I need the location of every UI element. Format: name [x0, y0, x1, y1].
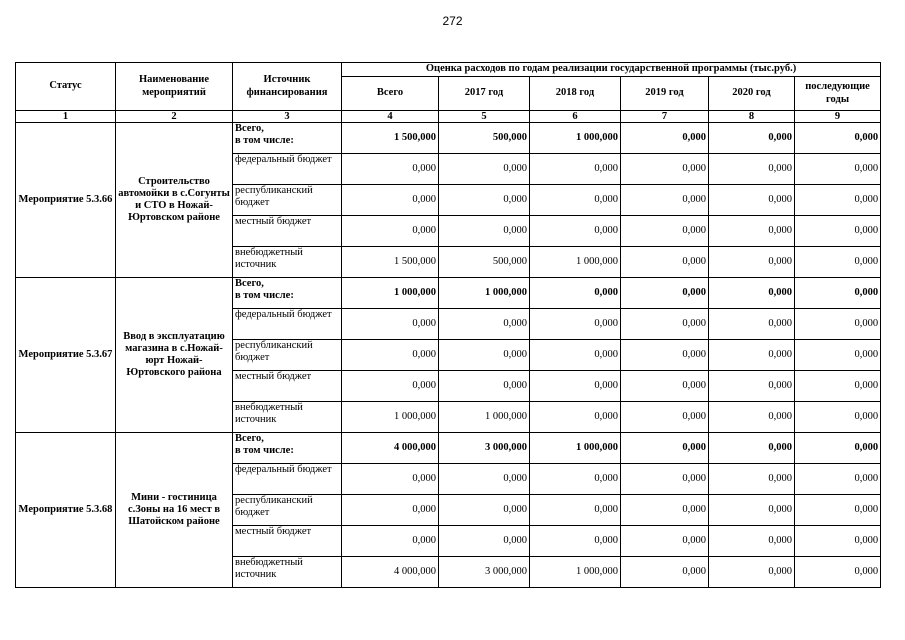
- funding-source: внебюджетный источник: [233, 402, 342, 433]
- amount-year: 0,000: [621, 154, 709, 185]
- amount-year: 0,000: [621, 278, 709, 309]
- amount-year: 0,000: [621, 464, 709, 495]
- amount-year: 0,000: [795, 247, 881, 278]
- amount-year: 0,000: [795, 154, 881, 185]
- header-total: Всего: [342, 77, 439, 111]
- amount-year: 0,000: [530, 185, 621, 216]
- header-year: 2017 год: [439, 77, 530, 111]
- amount-year: 0,000: [709, 340, 795, 371]
- amount-year: 0,000: [621, 433, 709, 464]
- header-estimate: Оценка расходов по годам реализации государственной программы (тыс.руб.): [342, 63, 881, 77]
- table-row: [16, 433, 881, 464]
- amount-year: 0,000: [621, 309, 709, 340]
- funding-source: республиканский бюджет: [233, 495, 342, 526]
- column-number: 3: [233, 111, 342, 123]
- amount-year: 0,000: [439, 154, 530, 185]
- amount-total: 0,000: [342, 185, 439, 216]
- amount-total: 0,000: [342, 309, 439, 340]
- amount-total: 0,000: [342, 340, 439, 371]
- amount-year: 0,000: [439, 526, 530, 557]
- column-number: 2: [116, 111, 233, 123]
- amount-year: 0,000: [621, 526, 709, 557]
- amount-total: 1 000,000: [342, 278, 439, 309]
- amount-year: 0,000: [709, 433, 795, 464]
- header-status: Статус: [16, 63, 116, 111]
- funding-source: федеральный бюджет: [233, 464, 342, 495]
- column-number: 5: [439, 111, 530, 123]
- header-name: Наименование мероприятий: [116, 63, 233, 111]
- amount-year: 0,000: [530, 309, 621, 340]
- amount-year: 0,000: [439, 495, 530, 526]
- table-row: [16, 123, 881, 154]
- amount-year: 0,000: [530, 216, 621, 247]
- funding-source: федеральный бюджет: [233, 309, 342, 340]
- amount-year: 0,000: [709, 464, 795, 495]
- column-number: 7: [621, 111, 709, 123]
- amount-year: 0,000: [621, 216, 709, 247]
- amount-year: 1 000,000: [439, 402, 530, 433]
- header-year: 2020 год: [709, 77, 795, 111]
- table-row: [16, 278, 881, 309]
- amount-year: 0,000: [795, 464, 881, 495]
- amount-year: 0,000: [530, 464, 621, 495]
- amount-total: 0,000: [342, 216, 439, 247]
- amount-total: 0,000: [342, 464, 439, 495]
- header-source: Источник финансирования: [233, 63, 342, 111]
- amount-year: 0,000: [621, 123, 709, 154]
- amount-year: 3 000,000: [439, 557, 530, 588]
- amount-year: 0,000: [530, 278, 621, 309]
- funding-source: местный бюджет: [233, 371, 342, 402]
- amount-year: 0,000: [530, 340, 621, 371]
- amount-year: 1 000,000: [530, 123, 621, 154]
- column-number: 1: [16, 111, 116, 123]
- amount-year: 0,000: [621, 185, 709, 216]
- amount-year: 0,000: [709, 402, 795, 433]
- amount-year: 0,000: [621, 340, 709, 371]
- amount-year: 500,000: [439, 247, 530, 278]
- amount-year: 0,000: [621, 371, 709, 402]
- amount-total: 1 000,000: [342, 402, 439, 433]
- funding-source: Всего, в том числе:: [233, 278, 342, 309]
- amount-total: 0,000: [342, 154, 439, 185]
- column-number: 8: [709, 111, 795, 123]
- amount-total: 1 500,000: [342, 123, 439, 154]
- column-number: 6: [530, 111, 621, 123]
- amount-year: 0,000: [439, 340, 530, 371]
- funding-source: внебюджетный источник: [233, 247, 342, 278]
- amount-year: 0,000: [530, 402, 621, 433]
- header-year: 2018 год: [530, 77, 621, 111]
- amount-year: 0,000: [795, 557, 881, 588]
- amount-total: 4 000,000: [342, 557, 439, 588]
- amount-year: 0,000: [439, 309, 530, 340]
- amount-year: 0,000: [709, 526, 795, 557]
- amount-year: 0,000: [530, 495, 621, 526]
- amount-year: 0,000: [709, 278, 795, 309]
- page-number: 272: [442, 14, 463, 28]
- funding-source: республиканский бюджет: [233, 185, 342, 216]
- amount-year: 0,000: [530, 154, 621, 185]
- amount-year: 0,000: [795, 371, 881, 402]
- funding-source: Всего, в том числе:: [233, 123, 342, 154]
- amount-year: 0,000: [439, 371, 530, 402]
- amount-year: 0,000: [795, 495, 881, 526]
- amount-year: 0,000: [795, 340, 881, 371]
- amount-year: 1 000,000: [530, 557, 621, 588]
- amount-year: 0,000: [621, 402, 709, 433]
- event-status: Мероприятие 5.3.68: [16, 433, 116, 588]
- amount-year: 0,000: [709, 495, 795, 526]
- header-year: 2019 год: [621, 77, 709, 111]
- amount-year: 0,000: [621, 495, 709, 526]
- column-number: 9: [795, 111, 881, 123]
- amount-year: 0,000: [709, 247, 795, 278]
- event-name: Мини - гостиница с.Зоны на 16 мест в Шатойском районе: [116, 433, 233, 588]
- amount-year: 0,000: [439, 216, 530, 247]
- event-name: Строительство автомойки в с.Согунты и СТО в Ножай-Юртовском районе: [116, 123, 233, 278]
- table-body: [16, 123, 881, 588]
- funding-source: местный бюджет: [233, 216, 342, 247]
- amount-total: 1 500,000: [342, 247, 439, 278]
- funding-source: внебюджетный источник: [233, 557, 342, 588]
- amount-year: 0,000: [530, 371, 621, 402]
- column-number: 4: [342, 111, 439, 123]
- header-year: последующие годы: [795, 77, 881, 111]
- amount-year: 1 000,000: [439, 278, 530, 309]
- amount-year: 0,000: [795, 185, 881, 216]
- amount-year: 0,000: [709, 309, 795, 340]
- event-name: Ввод в эксплуатацию магазина в с.Ножай-юрт Ножай-Юртовского района: [116, 278, 233, 433]
- amount-year: 0,000: [709, 123, 795, 154]
- amount-year: 0,000: [709, 557, 795, 588]
- amount-year: 0,000: [530, 526, 621, 557]
- amount-year: 0,000: [439, 464, 530, 495]
- amount-year: 3 000,000: [439, 433, 530, 464]
- amount-year: 0,000: [709, 216, 795, 247]
- amount-year: 0,000: [439, 185, 530, 216]
- amount-total: 0,000: [342, 371, 439, 402]
- event-status: Мероприятие 5.3.66: [16, 123, 116, 278]
- amount-year: 0,000: [795, 309, 881, 340]
- amount-total: 0,000: [342, 495, 439, 526]
- amount-year: 1 000,000: [530, 247, 621, 278]
- budget-table: [15, 62, 881, 588]
- amount-year: 0,000: [709, 371, 795, 402]
- amount-year: 0,000: [795, 278, 881, 309]
- funding-source: федеральный бюджет: [233, 154, 342, 185]
- amount-year: 1 000,000: [530, 433, 621, 464]
- funding-source: Всего, в том числе:: [233, 433, 342, 464]
- amount-total: 0,000: [342, 526, 439, 557]
- amount-year: 0,000: [795, 526, 881, 557]
- funding-source: местный бюджет: [233, 526, 342, 557]
- amount-year: 0,000: [795, 216, 881, 247]
- amount-year: 0,000: [795, 433, 881, 464]
- amount-year: 0,000: [621, 247, 709, 278]
- amount-total: 4 000,000: [342, 433, 439, 464]
- amount-year: 0,000: [621, 557, 709, 588]
- amount-year: 0,000: [795, 123, 881, 154]
- funding-source: республиканский бюджет: [233, 340, 342, 371]
- amount-year: 0,000: [709, 185, 795, 216]
- amount-year: 500,000: [439, 123, 530, 154]
- amount-year: 0,000: [795, 402, 881, 433]
- amount-year: 0,000: [709, 154, 795, 185]
- event-status: Мероприятие 5.3.67: [16, 278, 116, 433]
